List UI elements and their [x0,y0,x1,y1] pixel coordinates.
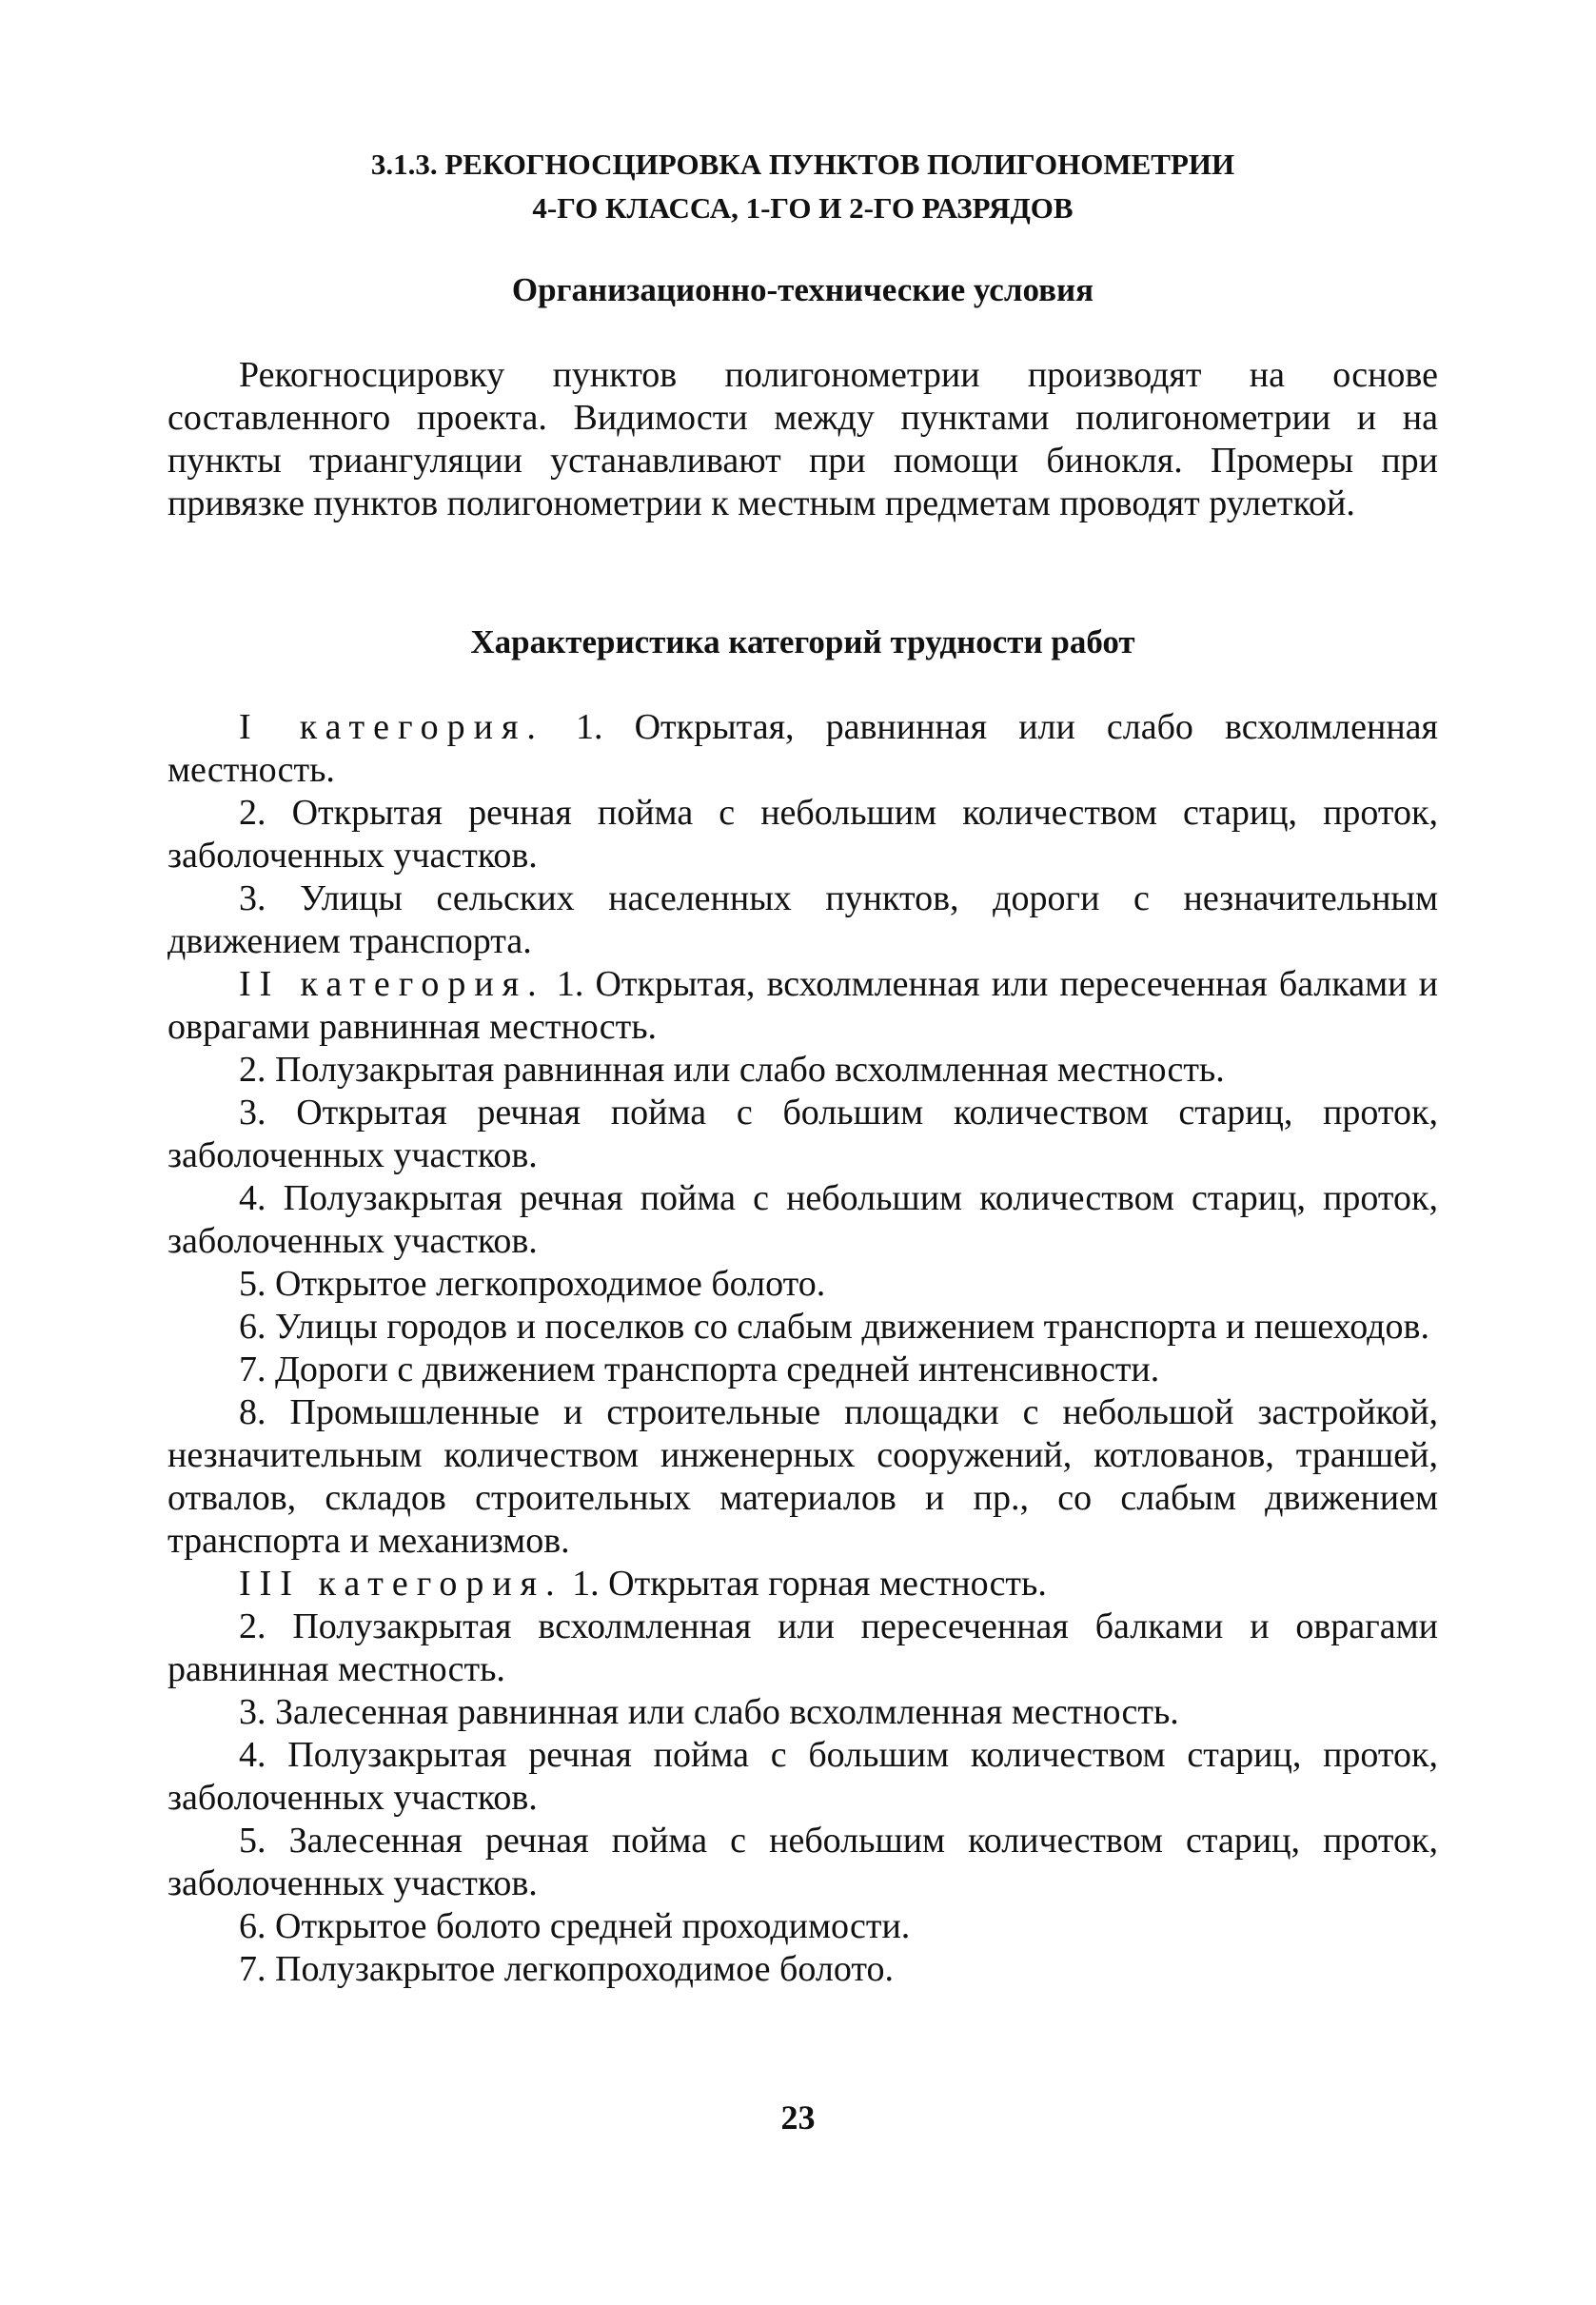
category-1-item-1: I категория. 1. Открытая, равнинная или слабо всхолмленная местность. [167,707,1438,790]
category-2-item-2: 2. Полузакрытая равнинная или слабо всхолмленная местность. [239,1050,1225,1090]
category-2-item-1: II категория. 1. Открытая, всхолмленная или пересеченная балками и оврагами равнинная местность. [167,964,1439,1047]
category-3-item-1: III категория. 1. Открытая горная местность. [239,1564,1047,1604]
category-2-item-3: 3. Открытая речная пойма с большим количеством стариц, проток, заболоченных участков. [167,1093,1438,1175]
category-3-label: III категория. [239,1564,563,1604]
category-3-item-6: 6. Открытое болото средней проходимости. [239,1906,911,1946]
org-conditions-paragraph: Рекогносцировку пунктов полигонометрии производят на основе составленного проекта. Видимости между пунктами полигонометрии и на пункты триангуляции устанавливают при помощи бинокля. Промеры при привязке пунктов полигонометрии к местным предметам проводят рулеткой. [167,355,1438,523]
categories-heading: Характеристика категорий трудности работ [470,623,1135,660]
category-2-item-7: 7. Дороги с движением транспорта средней интенсивности. [239,1350,1160,1389]
category-3-item-4: 4. Полузакрытая речная пойма с большим количеством стариц, проток, заболоченных участков. [167,1735,1438,1818]
org-conditions-heading: Организационно-технические условия [511,271,1094,308]
category-3-item-2: 2. Полузакрытая всхолмленная или пересеченная балками и оврагами равнинная местность. [167,1606,1438,1689]
category-1-item-3: 3. Улицы сельских населенных пунктов, дороги с незначительным движением транспорта. [167,878,1438,961]
category-2-item-8: 8. Промышленные и строительные площадки с небольшой застройкой, незначительным количеством инженерных сооружений, котлованов, траншей, отвалов, складов строительных материалов и пр., со слабым движением транспорта и механизмов. [167,1392,1438,1561]
category-2-item-6: 6. Улицы городов и поселков со слабым движением транспорта и пешеходов. [239,1307,1429,1347]
category-3-item-5: 5. Залесенная речная пойма с небольшим количеством стариц, проток, заболоченных участков. [167,1821,1438,1903]
category-1-label: I категория. [239,707,544,747]
section-title-line-2: 4-ГО КЛАССА, 1-ГО И 2-ГО РАЗРЯДОВ [532,191,1074,225]
category-1-item-2: 2. Открытая речная пойма с небольшим количеством стариц, проток, заболоченных участков. [167,793,1438,876]
category-3-item-7: 7. Полузакрытое легкопроходимое болото. [239,1949,894,1989]
category-2-item-4: 4. Полузакрытая речная пойма с небольшим количеством стариц, проток, заболоченных участков. [167,1178,1438,1261]
category-2-label: II категория. [239,964,545,1004]
page-content [167,133,1438,1991]
category-2-item-5: 5. Открытое легкопроходимое болото. [239,1264,826,1304]
section-title-line-1: 3.1.3. РЕКОГНОСЦИРОВКА ПУНКТОВ ПОЛИГОНОМЕТРИИ [370,148,1235,181]
page-number: 23 [780,2098,816,2137]
category-3-item-3: 3. Залесенная равнинная или слабо всхолмленная местность. [239,1692,1179,1732]
